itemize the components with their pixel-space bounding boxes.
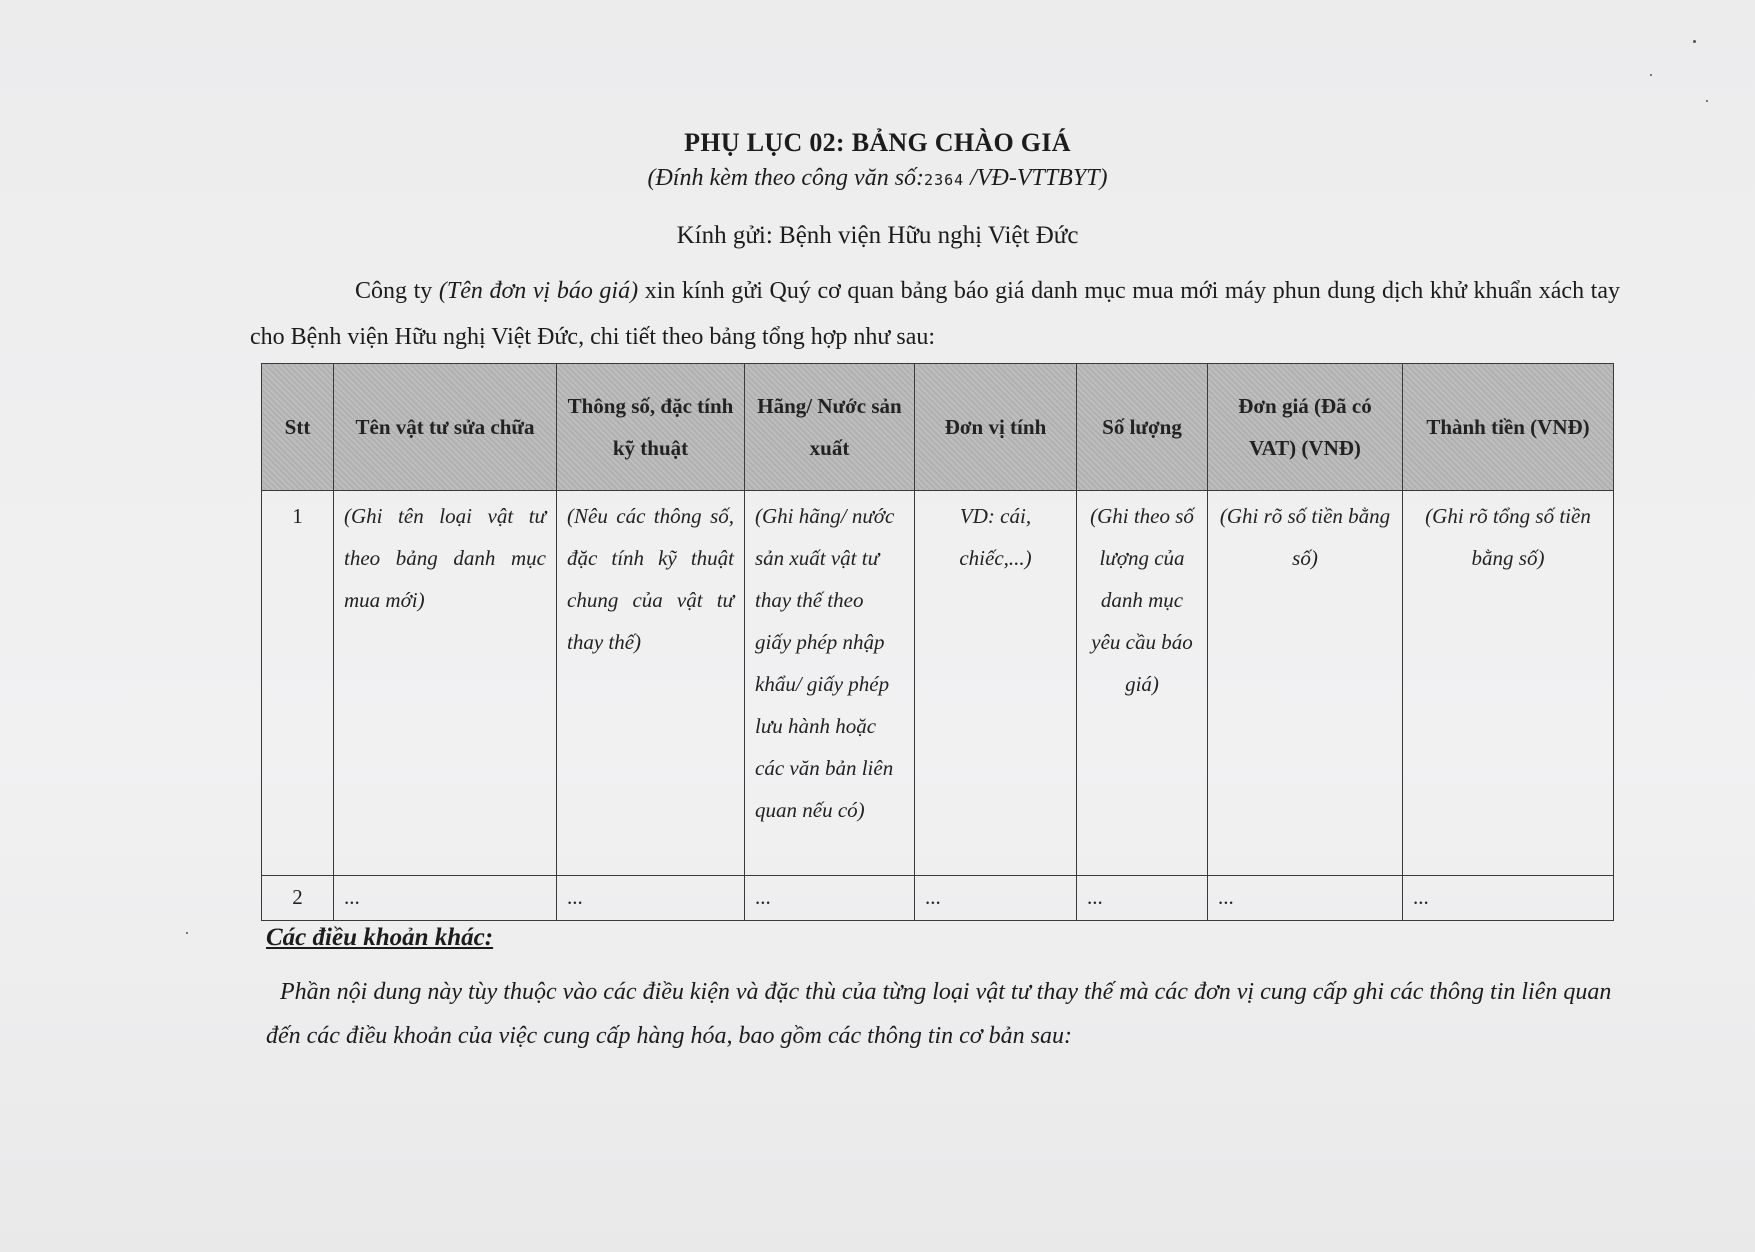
header-name: Tên vật tư sửa chữa xyxy=(334,364,557,491)
cell-total: (Ghi rõ tổng số tiền bằng số) xyxy=(1403,491,1614,876)
cell-total: ... xyxy=(1403,876,1614,921)
intro-rest: xin kính gửi Quý cơ quan bảng báo giá danh mục mua mới máy phun dung dịch khử khuẩn xách tay cho Bệnh viện Hữu nghị Việt Đức, chi tiết theo bảng tổng hợp như sau: xyxy=(250,278,1620,350)
cell-stt: 2 xyxy=(262,876,334,921)
cell-unit: ... xyxy=(915,876,1077,921)
table-row xyxy=(262,876,1614,921)
cell-price: (Ghi rõ số tiền bằng số) xyxy=(1208,491,1403,876)
cell-name: ... xyxy=(334,876,557,921)
scan-speck xyxy=(1650,74,1652,76)
document-title: PHỤ LỤC 02: BẢNG CHÀO GIÁ xyxy=(684,128,1071,157)
header-price: Đơn giá (Đã có VAT) (VNĐ) xyxy=(1208,364,1403,491)
handwritten-dispatch-number: 2364 xyxy=(924,171,965,189)
cell-qty: (Ghi theo số lượng của danh mục yêu cầu báo giá) xyxy=(1077,491,1208,876)
cell-stt: 1 xyxy=(262,491,334,876)
header-maker: Hãng/ Nước sản xuất xyxy=(745,364,915,491)
intro-paragraph xyxy=(250,268,1620,360)
scan-speck xyxy=(1693,40,1696,43)
cell-specs: (Nêu các thông số, đặc tính kỹ thuật chung của vật tư thay thế) xyxy=(557,491,745,876)
intro-company-placeholder: (Tên đơn vị báo giá) xyxy=(438,278,639,304)
cell-maker: (Ghi hãng/ nước sản xuất vật tư thay thế theo giấy phép nhập khẩu/ giấy phép lưu hành hoặc các văn bản liên quan nếu có) xyxy=(745,491,915,876)
cell-name: (Ghi tên loại vật tư theo bảng danh mục mua mới) xyxy=(334,491,557,876)
scan-speck xyxy=(186,932,188,934)
table-row xyxy=(262,491,1614,876)
cell-maker: ... xyxy=(745,876,915,921)
header-total: Thành tiền (VNĐ) xyxy=(1403,364,1614,491)
quotation-table xyxy=(261,363,1614,921)
recipient-line: Kính gửi: Bệnh viện Hữu nghị Việt Đức xyxy=(676,222,1079,249)
cell-price: ... xyxy=(1208,876,1403,921)
header-qty: Số lượng xyxy=(1077,364,1208,491)
subtitle-suffix: /VĐ-VTTBYT) xyxy=(964,165,1108,191)
document-subtitle xyxy=(0,165,1755,192)
header-stt: Stt xyxy=(262,364,334,491)
intro-start: Công ty xyxy=(355,278,439,304)
cell-unit: VD: cái, chiếc,...) xyxy=(915,491,1077,876)
cell-specs: ... xyxy=(557,876,745,921)
header-unit: Đơn vị tính xyxy=(915,364,1077,491)
clauses-heading: Các điều khoản khác: xyxy=(266,924,494,951)
header-specs: Thông số, đặc tính kỹ thuật xyxy=(557,364,745,491)
subtitle-prefix: (Đính kèm theo công văn số: xyxy=(647,165,925,191)
clauses-paragraph: Phần nội dung này tùy thuộc vào các điều kiện và đặc thù của từng loại vật tư thay thế mà các đơn vị cung cấp ghi các thông tin liên quan đến các điều khoản của việc cung cấp hàng hóa, bao gồm các thông tin cơ bản sau: xyxy=(266,979,1612,1049)
table-header-row xyxy=(262,364,1614,491)
cell-qty: ... xyxy=(1077,876,1208,921)
scan-speck xyxy=(1706,100,1708,102)
